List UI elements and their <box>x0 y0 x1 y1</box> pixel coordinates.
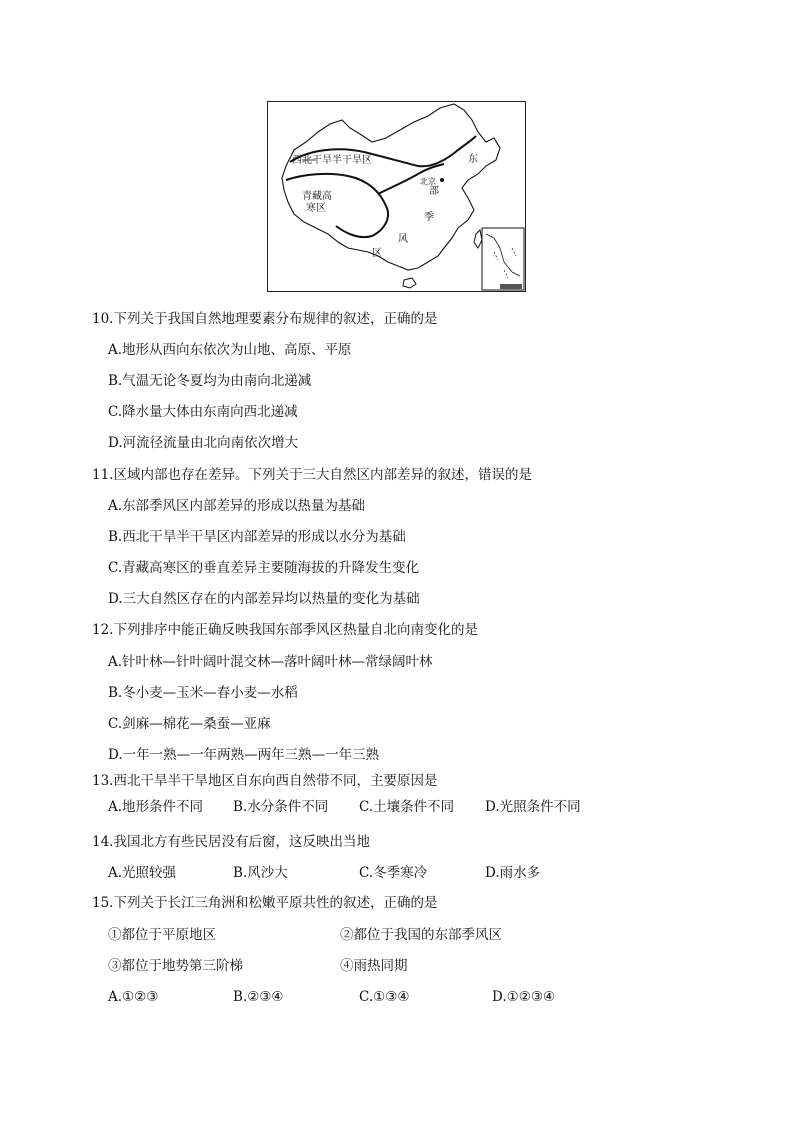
question-15-statement-3: ③都位于地势第三阶梯 <box>108 958 243 974</box>
china-natural-regions-map <box>267 101 526 292</box>
question-11-option-d: D.三大自然区存在的内部差异均以热量的变化为基础 <box>108 591 420 607</box>
question-15-option-b: B.②③④ <box>233 989 284 1005</box>
taiwan-island <box>474 230 482 248</box>
question-15-stem: 15.下列关于长江三角洲和松嫩平原共性的叙述，正确的是 <box>92 895 438 911</box>
question-15-statement-2: ②都位于我国的东部季风区 <box>340 927 502 943</box>
question-10-stem: 10.下列关于我国自然地理要素分布规律的叙述，正确的是 <box>92 311 438 327</box>
question-14-option-b: B.风沙大 <box>233 865 288 881</box>
question-15-option-c: C.①③④ <box>359 989 410 1005</box>
label-bu: 部 <box>429 186 439 197</box>
beijing-dot <box>440 178 444 182</box>
question-10-option-a: A.地形从西向东依次为山地、高原、平原 <box>108 342 352 358</box>
question-15-statement-4: ④雨热同期 <box>340 958 408 974</box>
question-15-statement-1: ①都位于平原地区 <box>108 927 216 943</box>
question-14-option-d: D.雨水多 <box>485 865 541 881</box>
question-13-option-b: B.水分条件不同 <box>233 799 329 815</box>
question-12-option-c: C.剑麻—棉花—桑蚕—亚麻 <box>108 716 271 732</box>
label-northwest: 西北干旱半干旱区 <box>292 155 372 166</box>
question-11-option-c: C.青藏高寒区的垂直差异主要随海拔的升降发生变化 <box>108 560 420 576</box>
label-qinghai-1: 青藏高 <box>302 191 332 202</box>
hainan-island <box>403 278 416 288</box>
label-ji: 季 <box>424 212 434 223</box>
question-10-option-b: B.气温无论冬夏均为由南向北递减 <box>108 373 312 389</box>
question-15-option-d: D.①②③④ <box>492 989 556 1005</box>
label-qinghai-2: 寒区 <box>306 203 326 214</box>
question-12-stem: 12.下列排序中能正确反映我国东部季风区热量自北向南变化的是 <box>92 622 478 638</box>
label-east: 东 <box>468 154 478 165</box>
label-feng: 风 <box>398 234 408 245</box>
question-10-option-c: C.降水量大体由东南向西北递减 <box>108 404 298 420</box>
qinghai-tibet-boundary <box>286 174 388 237</box>
question-12-option-d: D.一年一熟—一年两熟—两年三熟—一年三熟 <box>108 747 380 763</box>
inset-caption-bar <box>500 284 522 289</box>
question-15-option-a: A.①②③ <box>108 989 159 1005</box>
question-13-stem: 13.西北干旱半干旱地区自东向西自然带不同，主要原因是 <box>92 773 438 789</box>
question-13-option-d: D.光照条件不同 <box>485 799 581 815</box>
label-qu: 区 <box>372 248 382 259</box>
question-13-option-a: A.地形条件不同 <box>108 799 204 815</box>
question-14-stem: 14.我国北方有些民居没有后窗，这反映出当地 <box>92 834 370 850</box>
label-beijing: 北京 <box>420 177 436 186</box>
question-13-option-c: C.土壤条件不同 <box>359 799 455 815</box>
question-11-stem: 11.区域内部也存在差异。下列关于三大自然区内部差异的叙述，错误的是 <box>92 467 532 483</box>
question-14-option-a: A.光照较强 <box>108 865 177 881</box>
question-10-option-d: D.河流径流量由北向南依次增大 <box>108 435 299 451</box>
question-12-option-b: B.冬小麦—玉米—春小麦—水稻 <box>108 685 298 701</box>
question-12-option-a: A.针叶林—针叶阔叶混交林—落叶阔叶林—常绿阔叶林 <box>108 654 433 670</box>
question-11-option-b: B.西北干旱半干旱区内部差异的形成以水分为基础 <box>108 529 406 545</box>
question-11-option-a: A.东部季风区内部差异的形成以热量为基础 <box>108 498 366 514</box>
question-14-option-c: C.冬季寒冷 <box>359 865 428 881</box>
